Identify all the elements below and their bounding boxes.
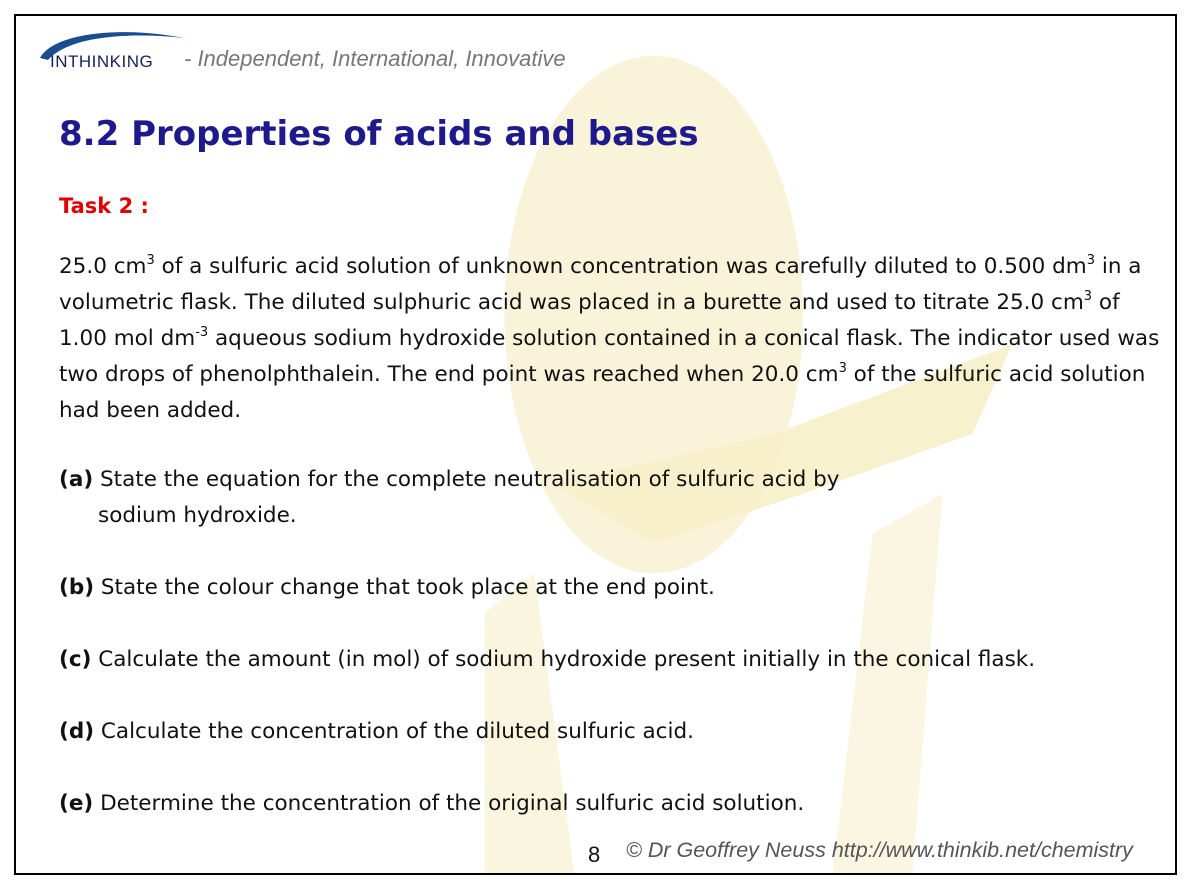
question-text: Calculate the amount (in mol) of sodium hydroxide present initially in the conical flask.	[98, 647, 1036, 672]
intro-sup-4: -3	[195, 325, 209, 340]
header-tagline: - Independent, International, Innovative	[184, 46, 566, 71]
intro-sup-1: 3	[146, 253, 155, 268]
question-text: State the colour change that took place at the end point.	[100, 575, 715, 600]
question-d	[59, 714, 1169, 750]
question-label: (e)	[59, 791, 94, 816]
question-text: Determine the concentration of the original sulfuric acid solution.	[100, 791, 805, 816]
intro-text-1: 25.0 cm	[59, 254, 147, 279]
page-title: 8.2 Properties of acids and bases	[59, 114, 699, 154]
intro-sup-3: 3	[1083, 289, 1093, 304]
intro-text-5: aqueous sodium hydroxide solution contained in a conical flask. The indicator used was two drops of phenolphthalein. The end point was reached when 20.0 cm	[59, 326, 1160, 387]
question-label: (b)	[59, 575, 95, 600]
intro-text-2: of a sulfuric acid solution of unknown concentration was carefully diluted to 0.500 dm	[154, 254, 1087, 279]
inthinking-logo	[34, 24, 204, 72]
page-number: 8	[588, 842, 601, 867]
slide	[14, 14, 1177, 875]
logo-text: INTHINKING	[50, 52, 154, 71]
question-b	[59, 570, 1169, 606]
question-text: Calculate the concentration of the diluted sulfuric acid.	[100, 719, 694, 744]
question-e	[59, 786, 1169, 822]
question-c	[59, 642, 1169, 678]
intro-text-4: of 1.00 mol dm	[59, 290, 1120, 351]
question-label: (d)	[59, 719, 95, 744]
question-text-continued: sodium hydroxide.	[98, 503, 297, 528]
question-text: State the equation for the complete neutralisation of sulfuric acid by	[100, 467, 840, 492]
intro-sup-5: 3	[838, 361, 847, 376]
task-label: Task 2 :	[59, 194, 149, 218]
question-label: (c)	[59, 647, 92, 672]
intro-text-6: of the sulfuric acid solution had been added.	[59, 362, 1146, 423]
intro-text-3: in a volumetric flask. The diluted sulphuric acid was placed in a burette and used to titrate 25.0 cm	[59, 254, 1142, 315]
question-label: (a)	[59, 467, 94, 492]
intro-sup-2: 3	[1086, 253, 1096, 268]
task-description	[59, 249, 1169, 429]
question-a	[59, 462, 1169, 534]
footer-copyright: © Dr Geoffrey Neuss http://www.thinkib.net/chemistry	[626, 838, 1133, 862]
